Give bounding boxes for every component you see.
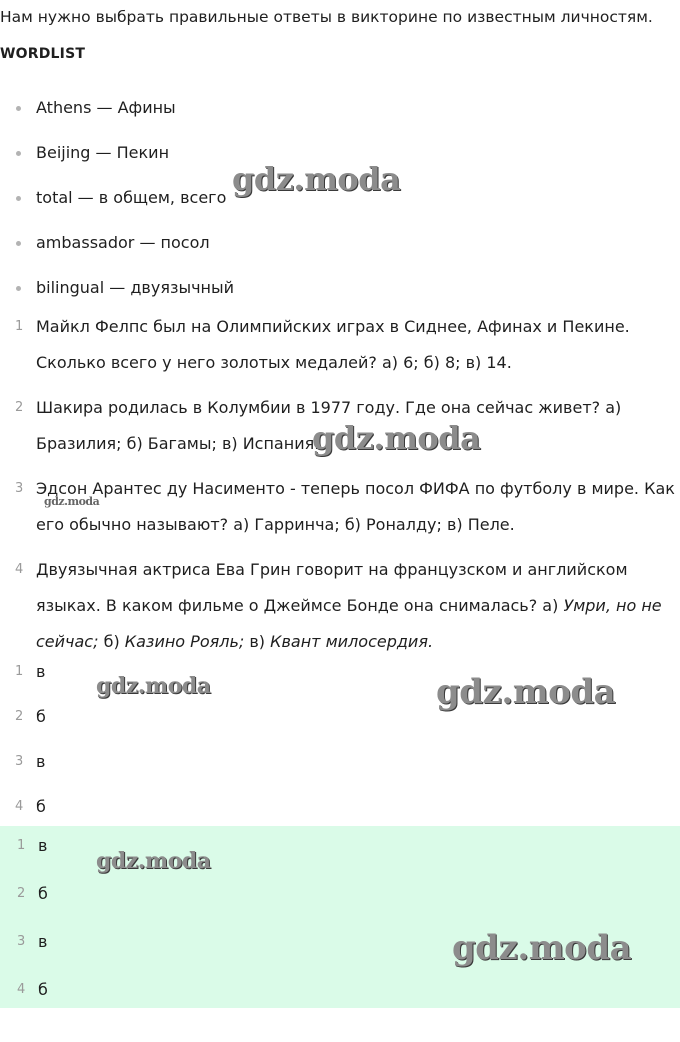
question-item	[0, 309, 680, 381]
wordlist-item-text: ambassador — посол	[36, 233, 210, 252]
option-b-italic: Казино Рояль;	[124, 632, 245, 651]
wordlist-heading: WORDLIST	[0, 46, 86, 62]
answer-item	[0, 699, 680, 744]
question-item	[0, 552, 680, 660]
answer-number: 2	[17, 886, 26, 901]
option-a-italic: Умри, но не сейчас;	[36, 596, 662, 651]
watermark: gdz.moda	[44, 495, 100, 508]
answer-list	[0, 654, 680, 834]
watermark: gdz.moda	[436, 672, 616, 712]
bullet-icon	[16, 241, 21, 246]
intro-text: Нам нужно выбрать правильные ответы в викторине по известным личностям.	[0, 8, 653, 26]
answer-item	[0, 654, 680, 699]
option-separator: б)	[98, 632, 125, 651]
question-text: Майкл Фелпс был на Олимпийских играх в Сиднее, Афинах и Пекине. Сколько всего у него золотых медалей? а) 6; б) 8; в) 14.	[36, 317, 630, 372]
answer-value: в	[38, 836, 48, 855]
answer-number: 1	[15, 664, 24, 679]
answer-number: 4	[15, 799, 24, 814]
bullet-icon	[16, 151, 21, 156]
answer-value: в	[36, 752, 46, 771]
question-item	[0, 471, 680, 543]
question-number: 1	[15, 319, 24, 334]
question-item	[0, 390, 680, 462]
highlighted-answers-box	[0, 826, 680, 1008]
highlighted-answer-item	[0, 828, 680, 876]
highlighted-answer-item	[0, 876, 680, 924]
answer-number: 3	[15, 754, 24, 769]
question-text: Шакира родилась в Колумбии в 1977 году. Где она сейчас живет? а) Бразилия; б) Багамы; в) Испания.	[36, 398, 622, 453]
watermark: gdz.moda	[452, 928, 632, 968]
question-text: Двуязычная актриса Ева Грин говорит на французском и английском языках. В каком фильме о Джеймсе Бонде она снималась? а)	[36, 560, 628, 615]
watermark: gdz.moda	[96, 673, 211, 699]
question-list	[0, 309, 680, 669]
bullet-icon	[16, 106, 21, 111]
answer-number: 2	[15, 709, 24, 724]
wordlist-item-text: total — в общем, всего	[36, 188, 227, 207]
wordlist-item	[0, 186, 680, 231]
wordlist-item	[0, 141, 680, 186]
highlighted-answer-list	[0, 828, 680, 1020]
bullet-icon	[16, 196, 21, 201]
option-separator: в)	[244, 632, 271, 651]
answer-value: в	[38, 932, 48, 951]
question-text: Эдсон Арантес ду Насименто - теперь посол ФИФА по футболу в мире. Как его обычно называют? а) Гарринча; б) Роналду; в) Пеле.	[36, 479, 675, 534]
answer-number: 3	[17, 934, 26, 949]
answer-item	[0, 744, 680, 789]
question-number: 2	[15, 400, 24, 415]
answer-value: б	[38, 980, 48, 999]
answer-number: 1	[17, 838, 26, 853]
answer-value: б	[38, 884, 48, 903]
watermark: gdz.moda	[96, 848, 211, 874]
wordlist-item	[0, 96, 680, 141]
answer-value: б	[36, 797, 46, 816]
question-number: 3	[15, 481, 24, 496]
bullet-icon	[16, 286, 21, 291]
answer-value: б	[36, 707, 46, 726]
answer-value: в	[36, 662, 46, 681]
option-c-italic: Квант милосердия.	[270, 632, 434, 651]
wordlist-item	[0, 231, 680, 276]
wordlist-item-text: Athens — Афины	[36, 98, 176, 117]
question-number: 4	[15, 562, 24, 577]
watermark: gdz.moda	[232, 160, 401, 198]
highlighted-answer-item	[0, 972, 680, 1020]
highlighted-answer-item	[0, 924, 680, 972]
wordlist	[0, 96, 680, 321]
wordlist-item-text: bilingual — двуязычный	[36, 278, 235, 297]
watermark: gdz.moda	[312, 419, 481, 457]
answer-number: 4	[17, 982, 26, 997]
wordlist-item-text: Beijing — Пекин	[36, 143, 170, 162]
